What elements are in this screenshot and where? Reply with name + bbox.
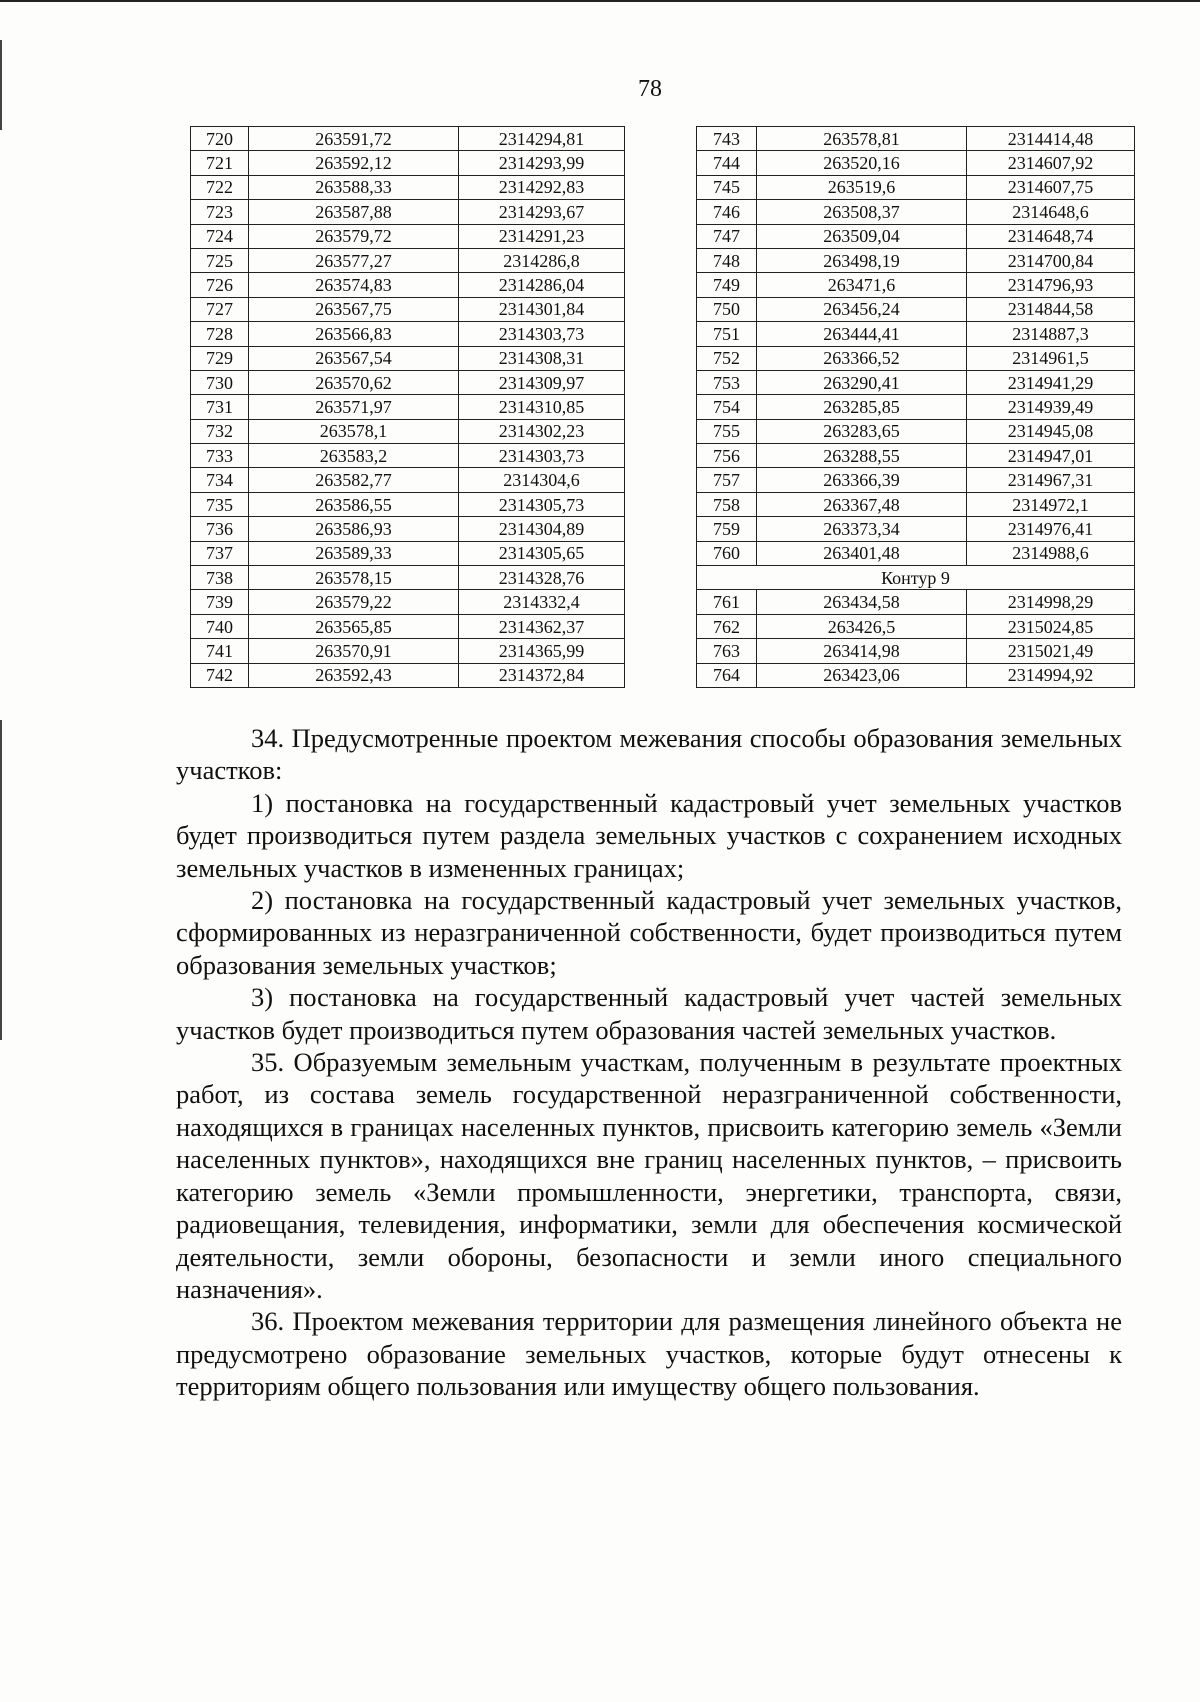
body-text <box>176 722 1122 1403</box>
coordinate-x-cell: 263579,72 <box>249 224 459 248</box>
point-number-cell: 726 <box>191 273 249 297</box>
point-number-cell: 740 <box>191 614 249 638</box>
coordinate-x-cell: 263423,06 <box>757 663 967 687</box>
table-row <box>697 127 1135 151</box>
table-row <box>697 273 1135 297</box>
coordinate-x-cell: 263290,41 <box>757 370 967 394</box>
coordinate-y-cell: 2314301,84 <box>459 297 625 321</box>
table-row <box>191 541 625 565</box>
coordinate-y-cell: 2314310,85 <box>459 395 625 419</box>
coordinate-x-cell: 263367,48 <box>757 492 967 516</box>
point-number-cell: 733 <box>191 444 249 468</box>
coordinate-y-cell: 2314332,4 <box>459 590 625 614</box>
point-number-cell: 741 <box>191 639 249 663</box>
coordinate-x-cell: 263434,58 <box>757 590 967 614</box>
coordinate-y-cell: 2314648,6 <box>967 200 1135 224</box>
table-row <box>697 444 1135 468</box>
coordinate-x-cell: 263519,6 <box>757 175 967 199</box>
coordinate-y-cell: 2314372,84 <box>459 663 625 687</box>
paragraph-36: 36. Проектом межевания территории для размещения линейного объекта не предусмотрено образование земельных участков, которые будут отнесены к территориям общего пользования или имуществу общего пользования. <box>176 1306 1122 1402</box>
point-number-cell: 756 <box>697 444 757 468</box>
table-row <box>697 590 1135 614</box>
coordinate-x-cell: 263285,85 <box>757 395 967 419</box>
point-number-cell: 743 <box>697 127 757 151</box>
coordinate-x-cell: 263566,83 <box>249 322 459 346</box>
table-row <box>191 151 625 175</box>
table-row <box>191 224 625 248</box>
scan-top-border <box>0 0 1200 2</box>
coordinate-y-cell: 2314607,75 <box>967 175 1135 199</box>
coordinate-y-cell: 2314293,67 <box>459 200 625 224</box>
table-row <box>191 492 625 516</box>
coordinate-x-cell: 263508,37 <box>757 200 967 224</box>
point-number-cell: 732 <box>191 419 249 443</box>
table-row <box>191 566 625 590</box>
table-row <box>191 175 625 199</box>
point-number-cell: 752 <box>697 346 757 370</box>
table-row <box>697 151 1135 175</box>
paragraph-35: 35. Образуемым земельным участкам, полученным в результате проектных работ, из состава земель государственной неразграниченной собственности, находящихся в границах населенных пунктов, присвоить категорию земель «Земли населенных пунктов», находящихся вне границ населенных пунктов, – присвоить категорию земель «Земли промышленности, энергетики, транспорта, связи, радиовещания, телевидения, информатики, земли для обеспечения космической деятельности, земли обороны, безопасности и земли иного специального назначения». <box>176 1047 1122 1304</box>
coordinate-y-cell: 2314302,23 <box>459 419 625 443</box>
coordinate-y-cell: 2314293,99 <box>459 151 625 175</box>
coordinate-x-cell: 263571,97 <box>249 395 459 419</box>
point-number-cell: 729 <box>191 346 249 370</box>
table-row <box>697 419 1135 443</box>
coordinate-x-cell: 263283,65 <box>757 419 967 443</box>
coordinate-y-cell: 2315021,49 <box>967 639 1135 663</box>
coordinate-x-cell: 263373,34 <box>757 517 967 541</box>
coordinate-y-cell: 2315024,85 <box>967 614 1135 638</box>
coordinate-x-cell: 263592,43 <box>249 663 459 687</box>
coordinate-x-cell: 263589,33 <box>249 541 459 565</box>
coordinate-x-cell: 263401,48 <box>757 541 967 565</box>
point-number-cell: 742 <box>191 663 249 687</box>
coordinate-y-cell: 2314939,49 <box>967 395 1135 419</box>
coordinate-x-cell: 263588,33 <box>249 175 459 199</box>
coordinate-y-cell: 2314308,31 <box>459 346 625 370</box>
point-number-cell: 724 <box>191 224 249 248</box>
table-row <box>191 395 625 419</box>
coordinate-x-cell: 263520,16 <box>757 151 967 175</box>
table-row <box>191 127 625 151</box>
point-number-cell: 751 <box>697 322 757 346</box>
page-number: 78 <box>638 76 662 102</box>
coordinate-y-cell: 2314844,58 <box>967 297 1135 321</box>
coordinate-y-cell: 2314328,76 <box>459 566 625 590</box>
table-row <box>191 663 625 687</box>
point-number-cell: 731 <box>191 395 249 419</box>
point-number-cell: 736 <box>191 517 249 541</box>
table-row <box>191 248 625 272</box>
point-number-cell: 734 <box>191 468 249 492</box>
coordinate-y-cell: 2314976,41 <box>967 517 1135 541</box>
point-number-cell: 728 <box>191 322 249 346</box>
coordinate-x-cell: 263426,5 <box>757 614 967 638</box>
coordinate-y-cell: 2314303,73 <box>459 322 625 346</box>
coordinate-y-cell: 2314304,89 <box>459 517 625 541</box>
coordinate-y-cell: 2314796,93 <box>967 273 1135 297</box>
coordinate-y-cell: 2314947,01 <box>967 444 1135 468</box>
point-number-cell: 746 <box>697 200 757 224</box>
coordinate-x-cell: 263456,24 <box>757 297 967 321</box>
contour-heading-cell: Контур 9 <box>697 566 1135 590</box>
table-row <box>697 224 1135 248</box>
coordinate-y-cell: 2314967,31 <box>967 468 1135 492</box>
table-row <box>697 492 1135 516</box>
coordinate-x-cell: 263578,81 <box>757 127 967 151</box>
paragraph-34-item-3: 3) постановка на государственный кадастровый учет частей земельных участков будет производиться путем образования частей земельных участков. <box>176 982 1122 1045</box>
point-number-cell: 722 <box>191 175 249 199</box>
coordinate-y-cell: 2314304,6 <box>459 468 625 492</box>
coordinate-x-cell: 263366,52 <box>757 346 967 370</box>
scan-edge-mark <box>0 40 2 130</box>
table-row <box>191 419 625 443</box>
coordinate-y-cell: 2314294,81 <box>459 127 625 151</box>
table-row <box>697 541 1135 565</box>
coordinate-y-cell: 2314305,65 <box>459 541 625 565</box>
coordinate-y-cell: 2314414,48 <box>967 127 1135 151</box>
table-row <box>191 370 625 394</box>
coordinate-y-cell: 2314292,83 <box>459 175 625 199</box>
point-number-cell: 721 <box>191 151 249 175</box>
coordinate-x-cell: 263570,62 <box>249 370 459 394</box>
point-number-cell: 750 <box>697 297 757 321</box>
coordinate-x-cell: 263366,39 <box>757 468 967 492</box>
point-number-cell: 755 <box>697 419 757 443</box>
point-number-cell: 727 <box>191 297 249 321</box>
point-number-cell: 735 <box>191 492 249 516</box>
table-row <box>697 395 1135 419</box>
point-number-cell: 738 <box>191 566 249 590</box>
coordinate-x-cell: 263577,27 <box>249 248 459 272</box>
table-row <box>191 273 625 297</box>
table-row <box>697 346 1135 370</box>
table-row <box>191 468 625 492</box>
point-number-cell: 761 <box>697 590 757 614</box>
coordinate-y-cell: 2314945,08 <box>967 419 1135 443</box>
point-number-cell: 764 <box>697 663 757 687</box>
coordinate-x-cell: 263567,75 <box>249 297 459 321</box>
coordinates-table-right <box>696 126 1135 688</box>
coordinate-x-cell: 263574,83 <box>249 273 459 297</box>
table-row <box>697 200 1135 224</box>
point-number-cell: 745 <box>697 175 757 199</box>
coordinates-table-left <box>190 126 625 688</box>
table-row <box>191 590 625 614</box>
point-number-cell: 757 <box>697 468 757 492</box>
point-number-cell: 737 <box>191 541 249 565</box>
point-number-cell: 723 <box>191 200 249 224</box>
coordinate-y-cell: 2314286,04 <box>459 273 625 297</box>
paragraph-34-item-1: 1) постановка на государственный кадастровый учет земельных участков будет производиться путем раздела земельных участков с сохранением исходных земельных участков в измененных границах; <box>176 787 1122 883</box>
coordinate-x-cell: 263288,55 <box>757 444 967 468</box>
point-number-cell: 763 <box>697 639 757 663</box>
point-number-cell: 758 <box>697 492 757 516</box>
table-row <box>697 175 1135 199</box>
paragraph-34-item-2: 2) постановка на государственный кадастровый учет земельных участков, сформированных из неразграниченной собственности, будет производиться путем образования земельных участков; <box>176 885 1122 980</box>
coordinate-y-cell: 2314972,1 <box>967 492 1135 516</box>
coordinate-x-cell: 263583,2 <box>249 444 459 468</box>
coordinate-x-cell: 263578,15 <box>249 566 459 590</box>
table-row <box>697 322 1135 346</box>
table-row <box>697 614 1135 638</box>
coordinate-x-cell: 263586,93 <box>249 517 459 541</box>
coordinate-x-cell: 263582,77 <box>249 468 459 492</box>
table-row <box>697 663 1135 687</box>
coordinate-x-cell: 263509,04 <box>757 224 967 248</box>
table-left-body <box>191 127 625 688</box>
point-number-cell: 739 <box>191 590 249 614</box>
coordinate-y-cell: 2314365,99 <box>459 639 625 663</box>
coordinate-y-cell: 2314648,74 <box>967 224 1135 248</box>
point-number-cell: 762 <box>697 614 757 638</box>
point-number-cell: 744 <box>697 151 757 175</box>
coordinate-y-cell: 2314303,73 <box>459 444 625 468</box>
coordinate-x-cell: 263498,19 <box>757 248 967 272</box>
point-number-cell: 720 <box>191 127 249 151</box>
point-number-cell: 730 <box>191 370 249 394</box>
table-right-body <box>697 127 1135 688</box>
table-row <box>697 370 1135 394</box>
table-row <box>191 444 625 468</box>
coordinate-x-cell: 263591,72 <box>249 127 459 151</box>
table-row <box>697 248 1135 272</box>
table-row <box>697 639 1135 663</box>
coordinate-x-cell: 263414,98 <box>757 639 967 663</box>
paragraph-34: 34. Предусмотренные проектом межевания способы образования земельных участков: <box>176 723 1122 786</box>
scan-edge-mark <box>0 720 2 1040</box>
coordinate-x-cell: 263471,6 <box>757 273 967 297</box>
table-row <box>191 614 625 638</box>
coordinate-x-cell: 263567,54 <box>249 346 459 370</box>
point-number-cell: 747 <box>697 224 757 248</box>
table-row <box>697 517 1135 541</box>
point-number-cell: 753 <box>697 370 757 394</box>
table-row <box>697 566 1135 590</box>
coordinate-x-cell: 263444,41 <box>757 322 967 346</box>
coordinate-y-cell: 2314941,29 <box>967 370 1135 394</box>
coordinate-y-cell: 2314286,8 <box>459 248 625 272</box>
point-number-cell: 754 <box>697 395 757 419</box>
table-row <box>191 517 625 541</box>
table-row <box>697 297 1135 321</box>
coordinate-x-cell: 263570,91 <box>249 639 459 663</box>
coordinate-y-cell: 2314998,29 <box>967 590 1135 614</box>
point-number-cell: 759 <box>697 517 757 541</box>
coordinate-y-cell: 2314887,3 <box>967 322 1135 346</box>
coordinate-y-cell: 2314961,5 <box>967 346 1135 370</box>
point-number-cell: 760 <box>697 541 757 565</box>
coordinate-x-cell: 263592,12 <box>249 151 459 175</box>
coordinate-y-cell: 2314309,97 <box>459 370 625 394</box>
coordinate-x-cell: 263578,1 <box>249 419 459 443</box>
point-number-cell: 725 <box>191 248 249 272</box>
table-row <box>191 200 625 224</box>
coordinate-y-cell: 2314607,92 <box>967 151 1135 175</box>
coordinate-x-cell: 263565,85 <box>249 614 459 638</box>
coordinate-y-cell: 2314362,37 <box>459 614 625 638</box>
point-number-cell: 748 <box>697 248 757 272</box>
coordinate-y-cell: 2314291,23 <box>459 224 625 248</box>
coordinate-y-cell: 2314700,84 <box>967 248 1135 272</box>
coordinate-x-cell: 263586,55 <box>249 492 459 516</box>
coordinate-x-cell: 263587,88 <box>249 200 459 224</box>
coordinate-y-cell: 2314305,73 <box>459 492 625 516</box>
table-row <box>191 297 625 321</box>
coordinate-y-cell: 2314988,6 <box>967 541 1135 565</box>
table-row <box>191 346 625 370</box>
coordinate-x-cell: 263579,22 <box>249 590 459 614</box>
point-number-cell: 749 <box>697 273 757 297</box>
table-row <box>191 639 625 663</box>
coordinate-y-cell: 2314994,92 <box>967 663 1135 687</box>
table-row <box>191 322 625 346</box>
table-row <box>697 468 1135 492</box>
